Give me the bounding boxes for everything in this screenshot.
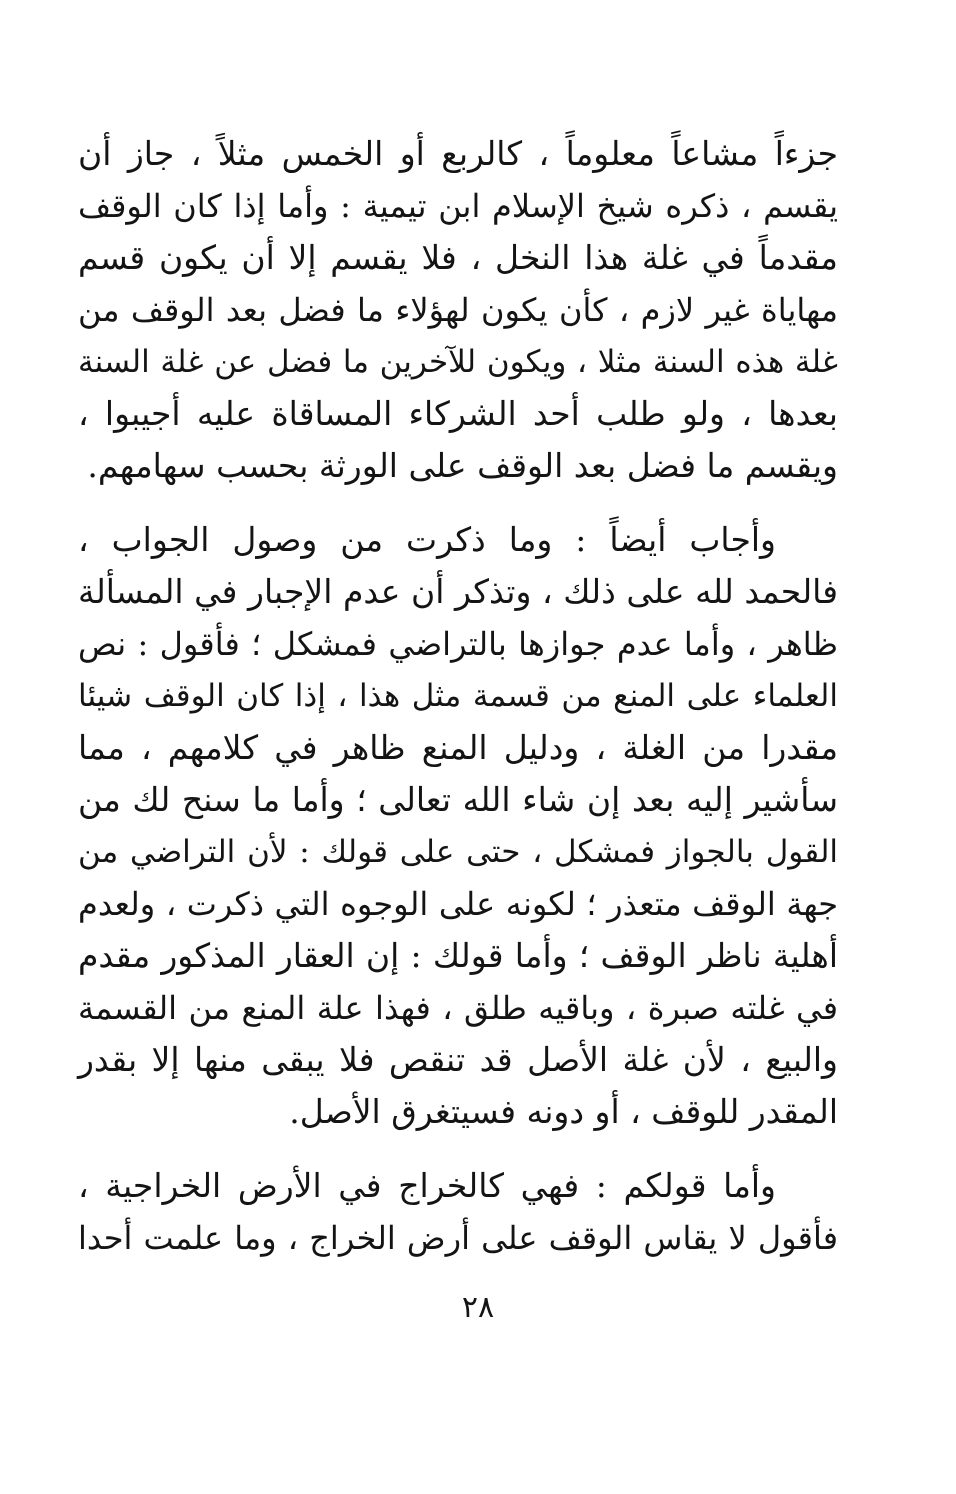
text-line: ظاهر ، وأما عدم جوازها بالتراضي فمشكل ؛ فأقول : نص: [78, 625, 838, 663]
text-line: جهة الوقف متعذر ؛ لكونه على الوجوه التي ذكرت ، ولعدم: [78, 885, 838, 923]
text-line: جزءاً مشاعاً معلوماً ، كالربع أو الخمس مثلاً ، جاز أن: [78, 134, 838, 173]
text-line: العلماء على المنع من قسمة مثل هذا ، إذا كان الوقف شيئا: [78, 678, 838, 714]
page-body: [78, 128, 838, 1264]
text-line: مقدماً في غلة هذا النخل ، فلا يقسم إلا أن يكون قسم: [78, 238, 838, 277]
paragraph-3: [78, 1160, 838, 1264]
text-line: وأما قولكم : فهي كالخراج في الأرض الخراجية ،: [78, 1166, 776, 1205]
text-line: سأشير إليه بعد إن شاء الله تعالى ؛ وأما ما سنح لك من: [78, 780, 838, 819]
paragraph-gap: [78, 492, 838, 514]
text-line: القول بالجواز فمشكل ، حتى على قولك : لأن التراضي من: [78, 834, 838, 870]
paragraph-1: [78, 128, 838, 492]
text-line: غلة هذه السنة مثلا ، ويكون للآخرين ما فضل عن غلة السنة: [78, 344, 838, 380]
text-line: فالحمد لله على ذلك ، وتذكر أن عدم الإجبار في المسألة: [78, 572, 838, 611]
paragraph-2: [78, 514, 838, 1138]
text-line: مقدرا من الغلة ، ودليل المنع ظاهر في كلامهم ، مما: [78, 728, 838, 767]
text-line: يقسم ، ذكره شيخ الإسلام ابن تيمية : وأما إذا كان الوقف: [78, 187, 838, 225]
text-line: مهاياة غير لازم ، كأن يكون لهؤلاء ما فضل بعد الوقف من: [78, 291, 839, 329]
text-line: فأقول لا يقاس الوقف على أرض الخراج ، وما علمت أحدا: [78, 1219, 838, 1257]
text-line: والبيع ، لأن غلة الأصل قد تنقص فلا يبقى منها إلا بقدر: [78, 1040, 838, 1079]
text-line: المقدر للوقف ، أو دونه فسيتغرق الأصل.: [289, 1092, 838, 1131]
text-line: أهلية ناظر الوقف ؛ وأما قولك : إن العقار المذكور مقدم: [78, 936, 838, 975]
page-number: ٢٨: [461, 1290, 495, 1325]
text-line: بعدها ، ولو طلب أحد الشركاء المساقاة عليه أجيبوا ،: [78, 394, 838, 433]
text-line: ويقسم ما فضل بعد الوقف على الورثة بحسب سهامهم.: [87, 446, 838, 485]
text-line: في غلته صبرة ، وباقيه طلق ، فهذا علة المنع من القسمة: [78, 989, 839, 1027]
text-line: وأجاب أيضاً : وما ذكرت من وصول الجواب ،: [78, 520, 776, 559]
paragraph-gap: [78, 1138, 838, 1160]
